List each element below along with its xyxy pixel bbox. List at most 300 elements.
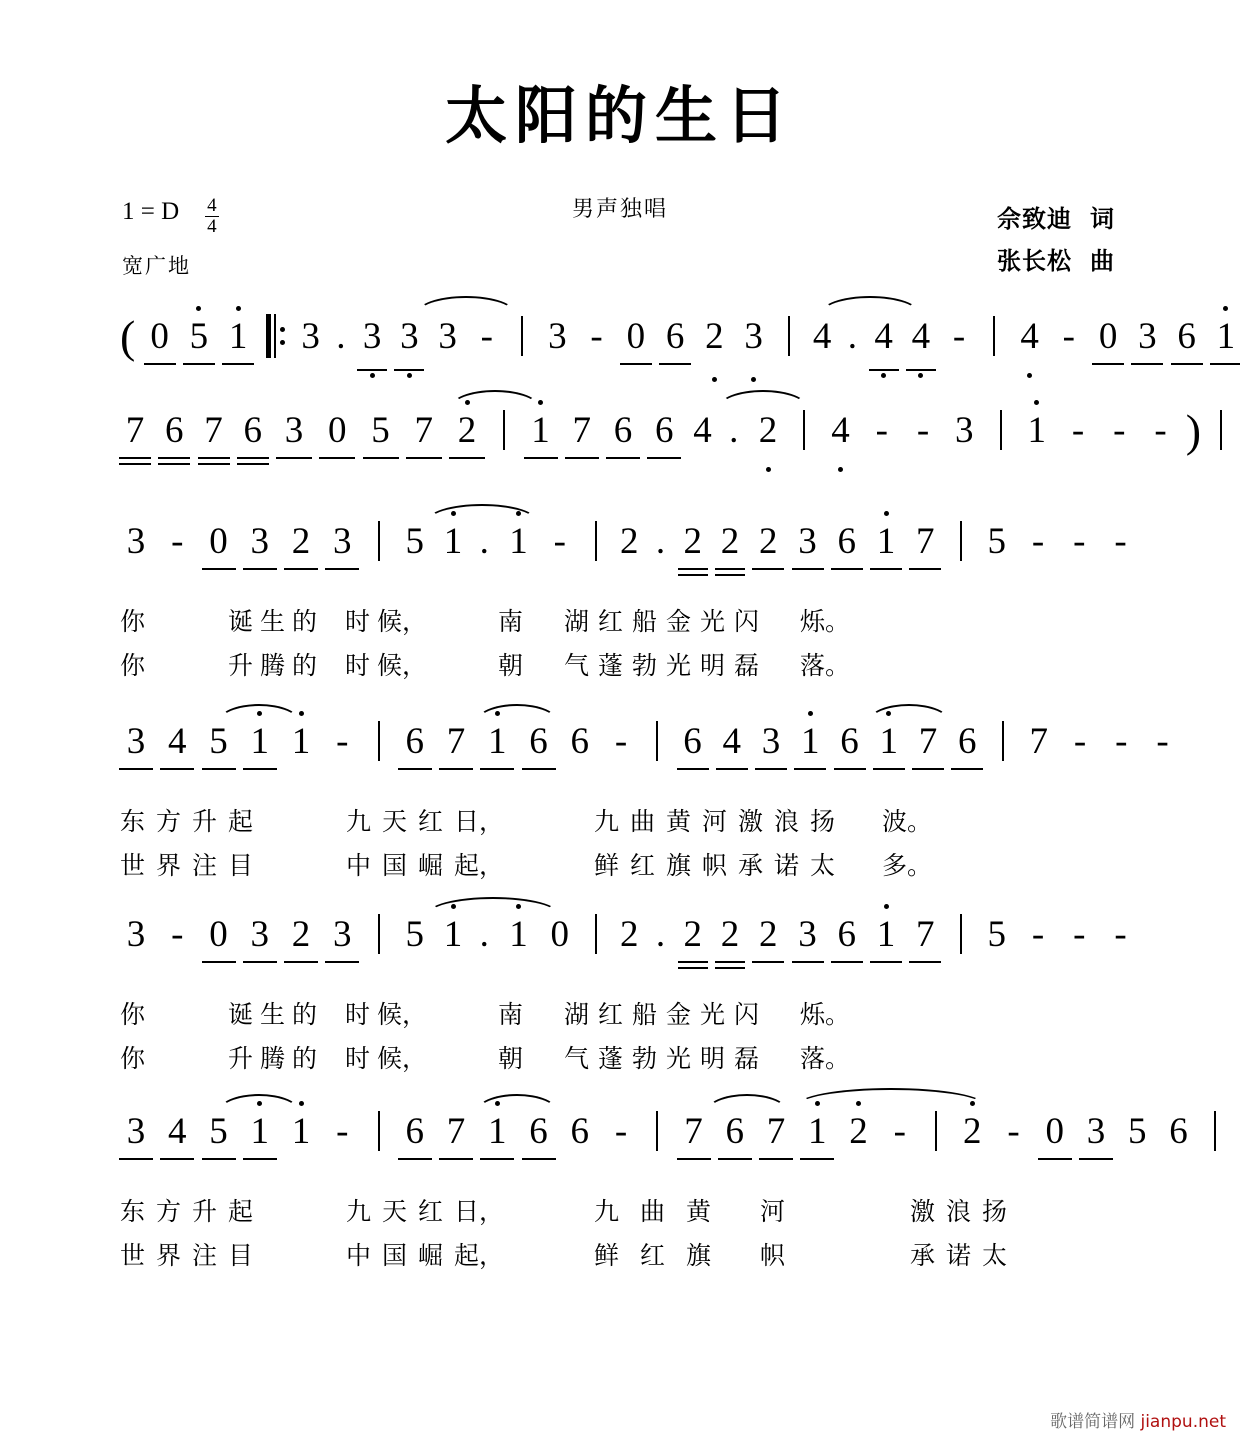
note: 7 [760, 1110, 792, 1153]
note: 1 [871, 913, 901, 956]
lyric-char: 红 [418, 807, 444, 836]
note: 1 [795, 720, 825, 763]
lyric-char: 湖 [564, 1000, 590, 1029]
note: 3 [1132, 315, 1162, 358]
music-system-2 [0, 404, 1240, 464]
barline [960, 521, 962, 561]
time-signature-numerator: 4 [207, 195, 217, 216]
note: 1 [481, 720, 513, 763]
lyric-char: 承 [738, 851, 764, 880]
note: 1 [801, 1110, 833, 1153]
note: 2 [753, 913, 783, 956]
note: 7 [120, 409, 150, 452]
note: 3 [358, 315, 386, 358]
lyric-char: 天 [382, 807, 408, 836]
lyric-char: 南 [498, 607, 524, 636]
page-title: 太阳的生日 [444, 79, 795, 152]
note: 2 [843, 1110, 875, 1153]
note: 5 [203, 720, 235, 763]
note: 7 [407, 409, 441, 452]
lyric-char: 天 [382, 1197, 408, 1226]
note: 4 [812, 316, 832, 357]
note: 7 [566, 409, 598, 452]
slur [796, 1088, 986, 1106]
lyric-char: 金 [666, 607, 692, 636]
lyric-char: 船 [632, 1000, 658, 1029]
note: 0 [203, 913, 235, 956]
lyric-char: 诺 [946, 1241, 972, 1270]
note: 3 [793, 520, 823, 563]
lyric-char: 日， [454, 1197, 505, 1226]
dash: - [1073, 721, 1087, 762]
lyric-char: 浪 [774, 807, 800, 836]
note: 6 [159, 409, 189, 452]
note: 7 [1029, 721, 1048, 762]
lyric-char: 河 [760, 1197, 786, 1226]
note: 1 [874, 720, 904, 763]
note: 4 [870, 315, 898, 358]
credit-composer-name: 张长松 [997, 247, 1072, 275]
note: 1 [244, 720, 276, 763]
lyric-char: 的 [292, 1044, 318, 1073]
dash: - [952, 316, 966, 357]
lyric-char: 生 [260, 607, 286, 636]
note: 1 [525, 409, 557, 452]
note: 4 [161, 1110, 193, 1153]
lyric-char: 你 [120, 651, 146, 680]
lyric-char: 曲 [630, 807, 656, 836]
note-row-5 [120, 913, 1127, 973]
key-signature: 1 = D [122, 198, 180, 225]
note: 1 [481, 1110, 513, 1153]
augmentation-dot: . [479, 914, 489, 955]
note: 3 [793, 913, 823, 956]
dash: - [1114, 521, 1127, 562]
subtitle: 男声独唱 [571, 197, 668, 222]
note: 7 [678, 1110, 710, 1153]
note: 3 [326, 913, 358, 956]
dash: - [1156, 721, 1169, 762]
lyric-row-6b [120, 1236, 1120, 1280]
barline [993, 316, 995, 356]
augmentation-dot: . [655, 914, 666, 955]
note: 5 [405, 521, 424, 562]
credits-block [997, 198, 1114, 282]
barline [378, 1111, 380, 1151]
note: 6 [523, 720, 555, 763]
note: 0 [621, 315, 651, 358]
lyric-row-5a [120, 995, 1120, 1039]
lyric-row-5b [120, 1039, 1120, 1083]
note: 1 [1211, 315, 1240, 358]
lyric-char: 光 [666, 1044, 692, 1073]
note: 3 [244, 520, 276, 563]
note: 6 [832, 520, 862, 563]
note: 1 [440, 913, 466, 956]
lyric-char: 九 [594, 1197, 620, 1226]
barline [521, 316, 523, 356]
lyric-char: 红 [640, 1241, 666, 1270]
tempo-marking: 宽广地 [122, 254, 191, 278]
note: 6 [832, 913, 862, 956]
lyric-char: 升 [228, 651, 254, 680]
note: 0 [145, 315, 175, 358]
lyric-char: 承 [910, 1241, 936, 1270]
note: 1 [285, 1110, 317, 1153]
barline [803, 410, 805, 450]
phrase-paren-open: ( [120, 311, 136, 362]
dash: - [336, 721, 349, 762]
barline [595, 914, 597, 954]
watermark-site: jianpu.net [1140, 1412, 1226, 1432]
credit-lyricist-role: 词 [1090, 205, 1114, 233]
lyric-char: 升 [192, 807, 218, 836]
lyric-char: 注 [192, 1241, 218, 1270]
note: 3 [301, 316, 320, 357]
lyric-char: 诞 [228, 1000, 254, 1029]
lyric-char: 目 [228, 851, 254, 880]
lyric-char: 帜 [760, 1241, 786, 1270]
note: 6 [399, 1110, 431, 1153]
lyric-char: 国 [382, 851, 408, 880]
note: 0 [1039, 1110, 1071, 1153]
lyric-char: 中 [346, 1241, 372, 1270]
lyric-char: 候， [377, 651, 428, 680]
lyric-char: 红 [598, 1000, 624, 1029]
lyric-char: 烁。 [800, 607, 851, 636]
barline [1214, 1111, 1216, 1151]
lyric-char: 红 [598, 607, 624, 636]
lyric-row-6a [120, 1192, 1120, 1236]
lyric-char: 朝 [498, 1044, 524, 1073]
lyric-char: 落。 [800, 1044, 851, 1073]
lyric-char: 目 [228, 1241, 254, 1270]
lyric-char: 时 [345, 1044, 371, 1073]
lyric-char: 红 [630, 851, 656, 880]
note: 6 [660, 315, 690, 358]
note: 1 [244, 1110, 276, 1153]
lyric-char: 你 [120, 1000, 146, 1029]
lyric-char: 明 [700, 651, 726, 680]
lyric-char: 光 [700, 607, 726, 636]
note: 2 [753, 520, 783, 563]
dash: - [171, 521, 184, 562]
lyric-char: 时 [345, 651, 371, 680]
note: 4 [825, 409, 857, 452]
lyric-char: 世 [120, 851, 146, 880]
note: 3 [126, 521, 146, 562]
dash: - [875, 410, 888, 451]
note: 7 [913, 720, 943, 763]
rest: 0 [550, 914, 569, 955]
lyric-char: 鲜 [594, 1241, 620, 1270]
note: 5 [184, 315, 214, 358]
lyric-row-3a [120, 602, 1120, 646]
dash: - [1031, 914, 1045, 955]
lyric-char: 激 [738, 807, 764, 836]
lyric-char: 激 [910, 1197, 936, 1226]
note-row-2 [120, 404, 1202, 464]
dash: - [1073, 914, 1086, 955]
time-signature [205, 196, 219, 237]
lyric-char: 腾 [260, 651, 286, 680]
lyric-char: 候， [377, 1000, 428, 1029]
lyric-char: 曲 [640, 1197, 666, 1226]
note: 3 [756, 720, 786, 763]
slur [450, 390, 540, 408]
lyric-char: 升 [228, 1044, 254, 1073]
note: 2 [450, 409, 484, 452]
augmentation-dot: . [655, 521, 666, 562]
note: 6 [719, 1110, 751, 1153]
lyric-char: 浪 [946, 1197, 972, 1226]
lyric-row-3b [120, 646, 1120, 690]
lyric-char: 烁。 [800, 1000, 851, 1029]
note: 2 [620, 521, 639, 562]
lyric-char: 光 [700, 1000, 726, 1029]
lyric-char: 闪 [734, 1000, 760, 1029]
dash: - [1071, 410, 1085, 451]
time-signature-denominator: 4 [207, 215, 217, 237]
barline [378, 721, 380, 761]
note: 4 [1015, 315, 1045, 358]
watermark [1050, 1407, 1226, 1432]
note: 4 [907, 315, 935, 358]
lyric-char: 湖 [564, 607, 590, 636]
note: 0 [1093, 315, 1123, 358]
lyric-char: 太 [982, 1241, 1008, 1270]
lyric-char: 南 [498, 1000, 524, 1029]
note: 3 [1080, 1110, 1112, 1153]
note: 7 [440, 1110, 472, 1153]
note: 2 [752, 409, 784, 452]
note: 5 [987, 914, 1006, 955]
lyric-char: 升 [192, 1197, 218, 1226]
dash: - [1113, 410, 1126, 451]
note: 5 [1128, 1111, 1147, 1152]
note: 4 [717, 720, 747, 763]
barline [503, 410, 505, 450]
lyric-char: 九 [594, 807, 620, 836]
lyric-char: 旗 [666, 851, 692, 880]
dash: - [893, 1111, 906, 1152]
dash: - [1073, 521, 1086, 562]
lyric-char: 气 [564, 1044, 590, 1073]
note: 5 [987, 521, 1006, 562]
lyric-char: 中 [346, 851, 372, 880]
note: 3 [277, 409, 311, 452]
lyric-char: 气 [564, 651, 590, 680]
dash: - [1031, 521, 1045, 562]
augmentation-dot: . [479, 521, 489, 562]
note: 1 [223, 315, 253, 358]
slur [820, 296, 920, 314]
lyric-char: 时 [345, 607, 371, 636]
dash: - [1007, 1111, 1020, 1152]
lyric-char: 金 [666, 1000, 692, 1029]
barline [960, 914, 962, 954]
barline [378, 914, 380, 954]
lyric-char: 你 [120, 607, 146, 636]
lyric-char: 九 [346, 1197, 372, 1226]
note: 1 [1021, 409, 1053, 452]
lyric-char: 起， [454, 1241, 505, 1270]
note: 2 [679, 913, 707, 956]
note: 6 [678, 720, 708, 763]
music-system-5 [0, 913, 1240, 1083]
lyric-char: 起 [228, 807, 254, 836]
note: 6 [523, 1110, 555, 1153]
note-row-6 [120, 1110, 1188, 1170]
note: 6 [570, 1111, 589, 1152]
barline [935, 1111, 937, 1151]
lyric-char: 闪 [734, 607, 760, 636]
note: 7 [910, 520, 940, 563]
note: 2 [285, 913, 317, 956]
note: 2 [679, 520, 707, 563]
barline [1000, 410, 1002, 450]
lyric-char: 落。 [800, 651, 851, 680]
credit-lyricist-name: 佘致迪 [997, 205, 1072, 233]
lyric-char: 界 [156, 851, 182, 880]
note: 3 [548, 316, 567, 357]
note: 3 [244, 913, 276, 956]
dash: - [614, 721, 628, 762]
lyric-char: 勃 [632, 651, 658, 680]
note: 6 [607, 409, 639, 452]
lyric-char: 黄 [666, 807, 692, 836]
lyric-char: 时 [345, 1000, 371, 1029]
note: 3 [326, 520, 358, 563]
credit-composer [997, 240, 1114, 282]
lyric-char: 注 [192, 851, 218, 880]
phrase-paren-close: ) [1185, 405, 1202, 456]
note: 7 [199, 409, 229, 452]
lyric-char: 东 [120, 807, 146, 836]
note: 1 [503, 913, 535, 956]
dash: - [336, 1111, 349, 1152]
lyric-char: 帜 [702, 851, 728, 880]
lyric-char: 崛 [418, 851, 444, 880]
note: 4 [161, 720, 193, 763]
note: 7 [910, 913, 940, 956]
lyric-char: 世 [120, 1241, 146, 1270]
note: 0 [320, 409, 354, 452]
barline [378, 521, 380, 561]
lyric-char: 光 [666, 651, 692, 680]
lyric-char: 的 [292, 1000, 318, 1029]
lyric-char: 诺 [774, 851, 800, 880]
note: 5 [203, 1110, 235, 1153]
note: 2 [956, 1110, 988, 1153]
lyric-char: 勃 [632, 1044, 658, 1073]
lyric-char: 腾 [260, 1044, 286, 1073]
note: 2 [716, 913, 744, 956]
note: 6 [835, 720, 865, 763]
slur [416, 296, 516, 314]
note: 3 [120, 1110, 152, 1153]
key-signature-block [122, 195, 219, 239]
note-row-3 [120, 520, 1127, 580]
lyric-char: 诞 [228, 607, 254, 636]
lyric-char: 东 [120, 1197, 146, 1226]
watermark-label: 歌谱简谱网 [1050, 1412, 1136, 1432]
note: 5 [405, 914, 424, 955]
dash: - [171, 914, 184, 955]
barline [595, 521, 597, 561]
lyric-char: 船 [632, 607, 658, 636]
barline [788, 316, 790, 356]
note: 1 [503, 520, 535, 563]
augmentation-dot: . [729, 410, 739, 451]
note-row-1 [120, 310, 1236, 370]
note: 2 [716, 520, 744, 563]
music-system-6 [0, 1110, 1240, 1280]
slur [718, 390, 808, 408]
dash: - [553, 521, 566, 562]
music-system-1 [0, 310, 1240, 370]
dash: - [1115, 721, 1128, 762]
note: 2 [285, 520, 317, 563]
lyric-char: 扬 [982, 1197, 1008, 1226]
lyric-char: 方 [156, 807, 182, 836]
lyric-char: 起， [454, 851, 505, 880]
lyric-char: 黄 [686, 1197, 712, 1226]
lyric-char: 方 [156, 1197, 182, 1226]
note: 3 [438, 316, 457, 357]
note: 6 [1172, 315, 1202, 358]
note: 3 [126, 914, 146, 955]
dash: - [1114, 914, 1127, 955]
barline [1220, 410, 1222, 450]
note: 3 [955, 410, 974, 451]
dash: - [590, 316, 603, 357]
note: 6 [952, 720, 982, 763]
note: 6 [570, 721, 589, 762]
lyric-row-4a [120, 802, 1120, 846]
note: 3 [739, 315, 769, 358]
lyric-char: 界 [156, 1241, 182, 1270]
dash: - [916, 410, 930, 451]
note: 1 [871, 520, 901, 563]
lyric-char: 太 [810, 851, 836, 880]
lyric-char: 鲜 [594, 851, 620, 880]
note: 6 [648, 409, 680, 452]
augmentation-dot: . [336, 316, 346, 357]
dash: - [614, 1111, 628, 1152]
lyric-char: 国 [382, 1241, 408, 1270]
lyric-char: 的 [292, 607, 318, 636]
note: 5 [364, 409, 398, 452]
lyric-char: 明 [700, 1044, 726, 1073]
lyric-char: 日， [454, 807, 505, 836]
note: 3 [395, 315, 423, 358]
note: 2 [699, 315, 729, 358]
repeat-start-barline [266, 314, 280, 358]
lyric-char: 你 [120, 1044, 146, 1073]
barline [656, 1111, 658, 1151]
lyric-char: 波。 [882, 807, 933, 836]
lyric-char: 河 [702, 807, 728, 836]
credit-composer-role: 曲 [1090, 247, 1114, 275]
note-row-4 [120, 720, 1169, 780]
lyric-row-4b [120, 846, 1120, 890]
lyric-char: 候， [377, 1044, 428, 1073]
note: 2 [620, 914, 639, 955]
lyric-char: 朝 [498, 651, 524, 680]
note: 6 [238, 409, 268, 452]
dash: - [480, 316, 493, 357]
